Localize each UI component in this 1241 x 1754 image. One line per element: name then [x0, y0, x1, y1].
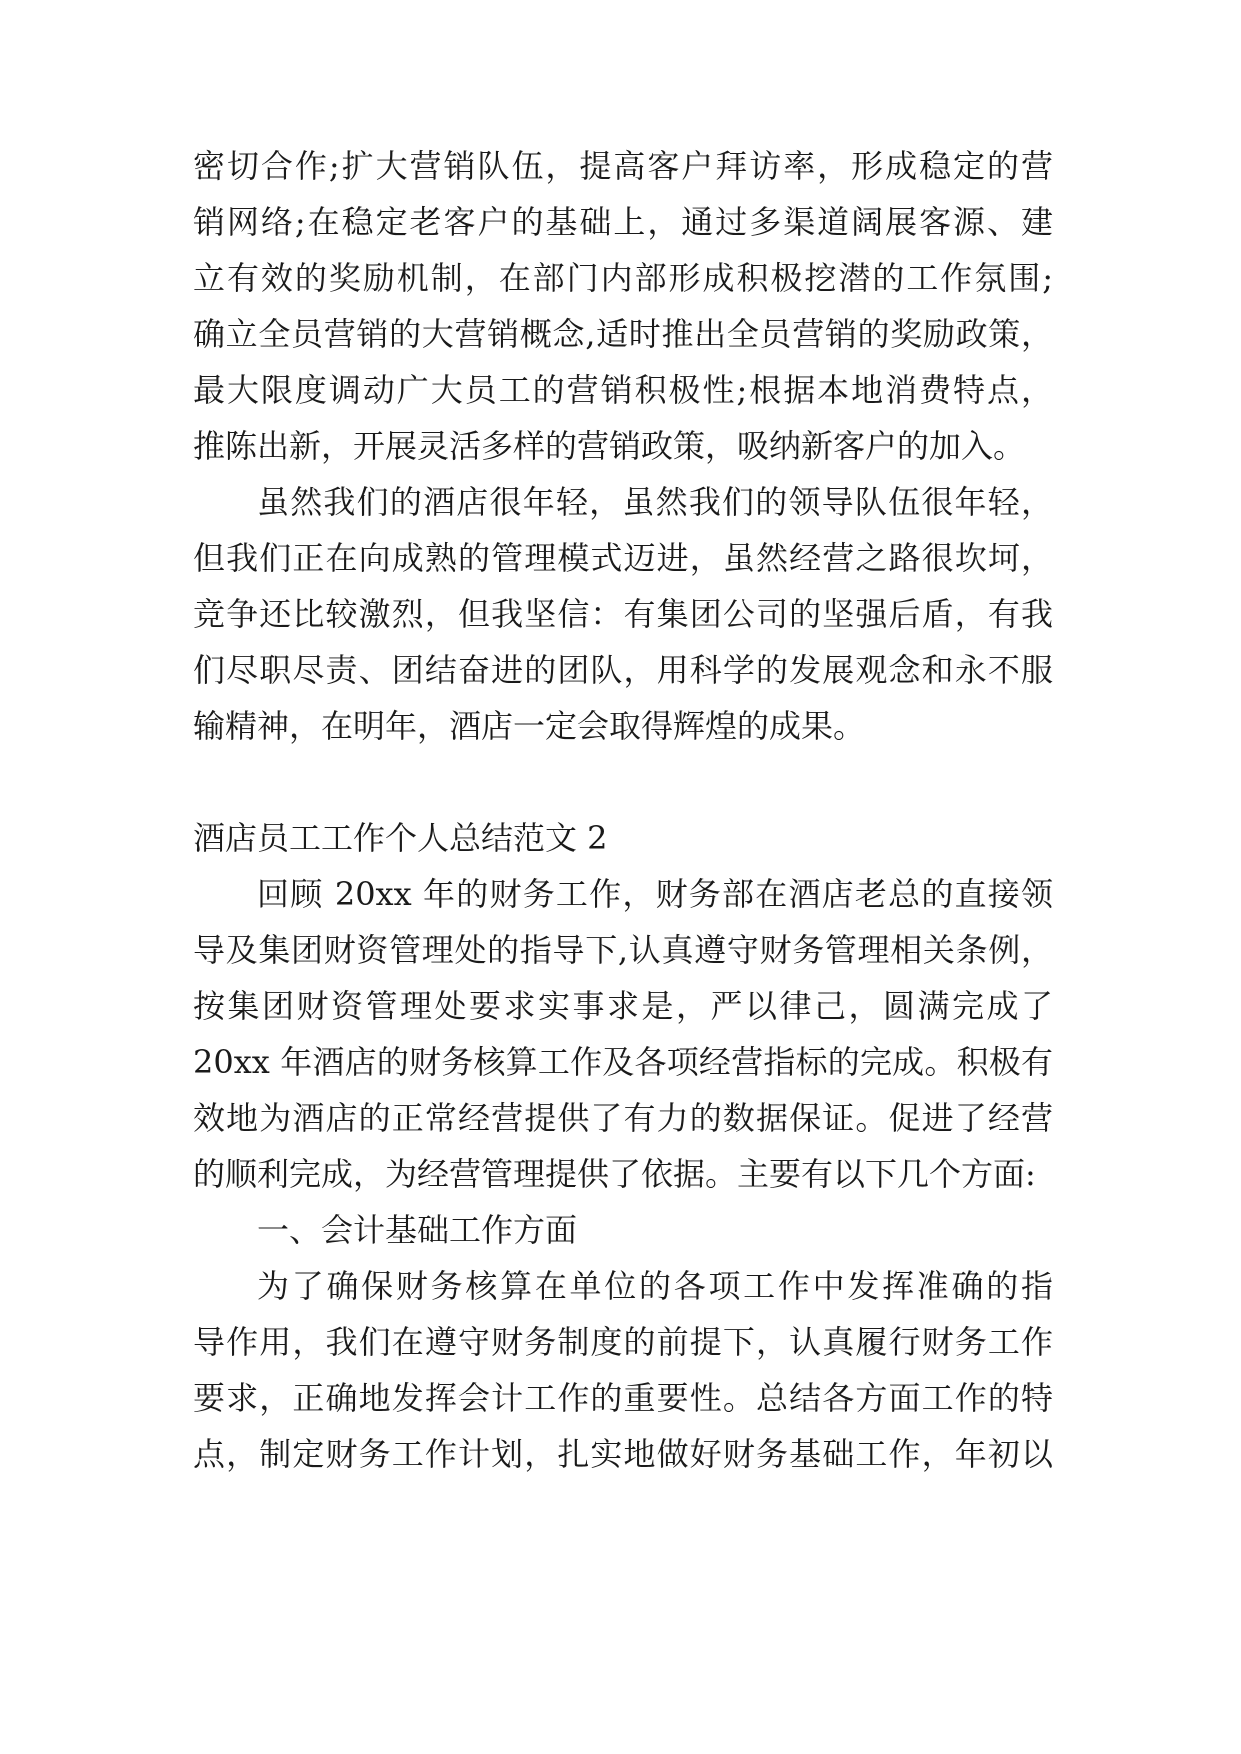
paragraph-2-line-5: 输精神，在明年，酒店一定会取得辉煌的成果。 — [193, 707, 866, 745]
paragraph-4-line-1: 为了确保财务核算在单位的各项工作中发挥准确的指 — [257, 1267, 1053, 1305]
paragraph-2-line-2: 但我们正在向成熟的管理模式迈进，虽然经营之路很坎坷， — [193, 539, 1053, 577]
paragraph-3-line-3: 按集团财资管理处要求实事求是，严以律己，圆满完成了 — [193, 987, 1053, 1025]
paragraph-4-line-3: 要求，正确地发挥会计工作的重要性。总结各方面工作的特 — [193, 1379, 1053, 1417]
paragraph-3-line-6: 的顺利完成，为经营管理提供了依据。主要有以下几个方面: — [193, 1155, 1036, 1193]
paragraph-3-line-4: 20xx 年酒店的财务核算工作及各项经营指标的完成。积极有 — [193, 1043, 1053, 1081]
paragraph-1-line-5: 最大限度调动广大员工的营销积极性;根据本地消费特点， — [193, 371, 1053, 409]
paragraph-4-line-2: 导作用，我们在遵守财务制度的前提下，认真履行财务工作 — [193, 1323, 1053, 1361]
section-title: 酒店员工工作个人总结范文 2 — [193, 819, 608, 857]
paragraph-1-line-1: 密切合作;扩大营销队伍，提高客户拜访率，形成稳定的营 — [193, 147, 1053, 185]
paragraph-2-line-4: 们尽职尽责、团结奋进的团队，用科学的发展观念和永不服 — [193, 651, 1053, 689]
paragraph-2-line-3: 竞争还比较激烈，但我坚信：有集团公司的坚强后盾，有我 — [193, 595, 1053, 633]
subheading: 一、会计基础工作方面 — [257, 1211, 578, 1249]
paragraph-1-line-2: 销网络;在稳定老客户的基础上，通过多渠道阔展客源、建 — [193, 203, 1053, 241]
paragraph-3-line-5: 效地为酒店的正常经营提供了有力的数据保证。促进了经营 — [193, 1099, 1053, 1137]
paragraph-1-line-3: 立有效的奖励机制，在部门内部形成积极挖潜的工作氛围; — [193, 259, 1053, 297]
paragraph-1-line-4: 确立全员营销的大营销概念,适时推出全员营销的奖励政策， — [193, 315, 1053, 353]
paragraph-3-line-2: 导及集团财资管理处的指导下,认真遵守财务管理相关条例， — [193, 931, 1053, 969]
paragraph-4-line-4: 点，制定财务工作计划，扎实地做好财务基础工作，年初以 — [193, 1435, 1053, 1473]
paragraph-1-line-6: 推陈出新，开展灵活多样的营销政策，吸纳新客户的加入。 — [193, 427, 1026, 465]
paragraph-2-line-1: 虽然我们的酒店很年轻，虽然我们的领导队伍很年轻， — [257, 483, 1053, 521]
paragraph-3-line-1: 回顾 20xx 年的财务工作，财务部在酒店老总的直接领 — [257, 875, 1053, 913]
